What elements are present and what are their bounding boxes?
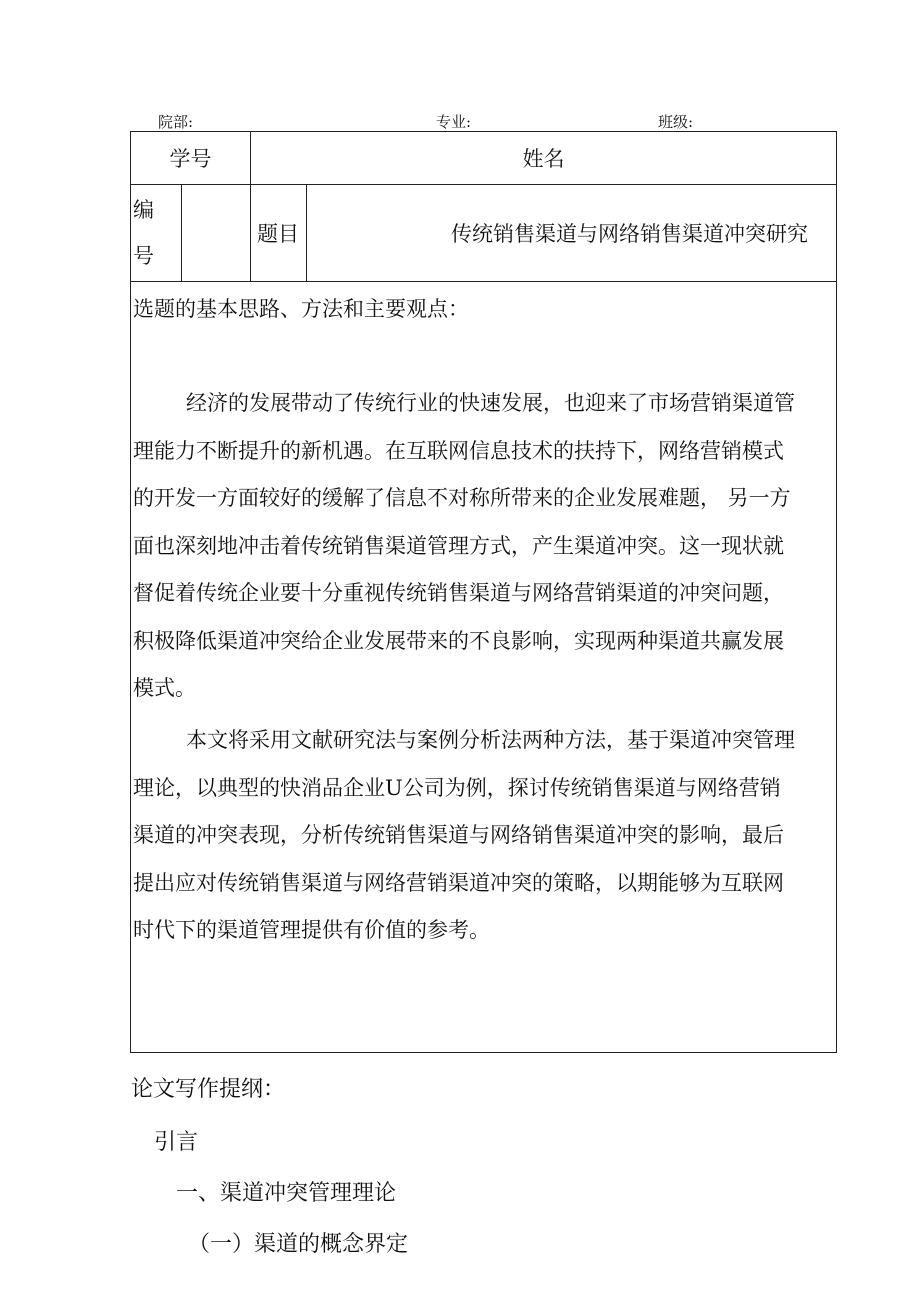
college-label: 院部:	[158, 113, 194, 131]
form-row-id-name	[131, 132, 837, 185]
content-paragraph-2-text: 本文将采用文献研究法与案例分析法两种方法，基于渠道冲突管理理论，以典型的快消品企业U公司为例，探讨传统销售渠道与网络营销渠道的冲突表现，分析传统销售渠道与网络销售渠道冲突的影响，最后提出应对传统销售渠道与网络营销渠道冲突的策略，以期能够为互联网时代下的渠道管理提供有价值的参考。	[133, 728, 795, 942]
class-label: 班级:	[658, 113, 694, 131]
name-label: 姓名	[251, 132, 837, 185]
number-label-line1: 编	[133, 198, 154, 222]
content-heading: 选题的基本思路、方法和主要观点：	[133, 297, 469, 321]
topic-label: 题目	[251, 185, 307, 282]
number-label-line2: 号	[133, 244, 154, 268]
outline-title: 论文写作提纲：	[131, 1077, 286, 1102]
content-paragraph-1	[133, 380, 795, 713]
number-value-cell	[182, 185, 251, 282]
content-paragraph-2	[133, 717, 795, 955]
major-label: 专业:	[436, 113, 472, 131]
content-cell	[131, 282, 837, 1053]
outline-section-1: 一、渠道冲突管理理论	[176, 1181, 397, 1206]
outline-subsection-1: （一）渠道的概念界定	[188, 1232, 409, 1257]
student-id-label: 学号	[131, 132, 251, 185]
outline-intro: 引言	[154, 1130, 199, 1155]
number-label	[131, 185, 182, 282]
proposal-form-table	[130, 131, 837, 1053]
topic-value: 传统销售渠道与网络销售渠道冲突研究	[307, 185, 837, 282]
form-row-content	[131, 282, 837, 1053]
form-row-number-topic	[131, 185, 837, 282]
content-paragraph-1-text: 经济的发展带动了传统行业的快速发展，也迎来了市场营销渠道管理能力不断提升的新机遇。在互联网信息技术的扶持下，网络营销模式的开发一方面较好的缓解了信息不对称所带来的企业发展难题， 另一方面也深刻地冲击着传统销售渠道管理方式，产生渠道冲突。这一现状就督促着传统企业要十分重视传统销售渠道与网络营销渠道的冲突问题，积极降低渠道冲突给企业发展带来的不良影响，实现两种渠道共赢发展模式。	[133, 391, 795, 700]
